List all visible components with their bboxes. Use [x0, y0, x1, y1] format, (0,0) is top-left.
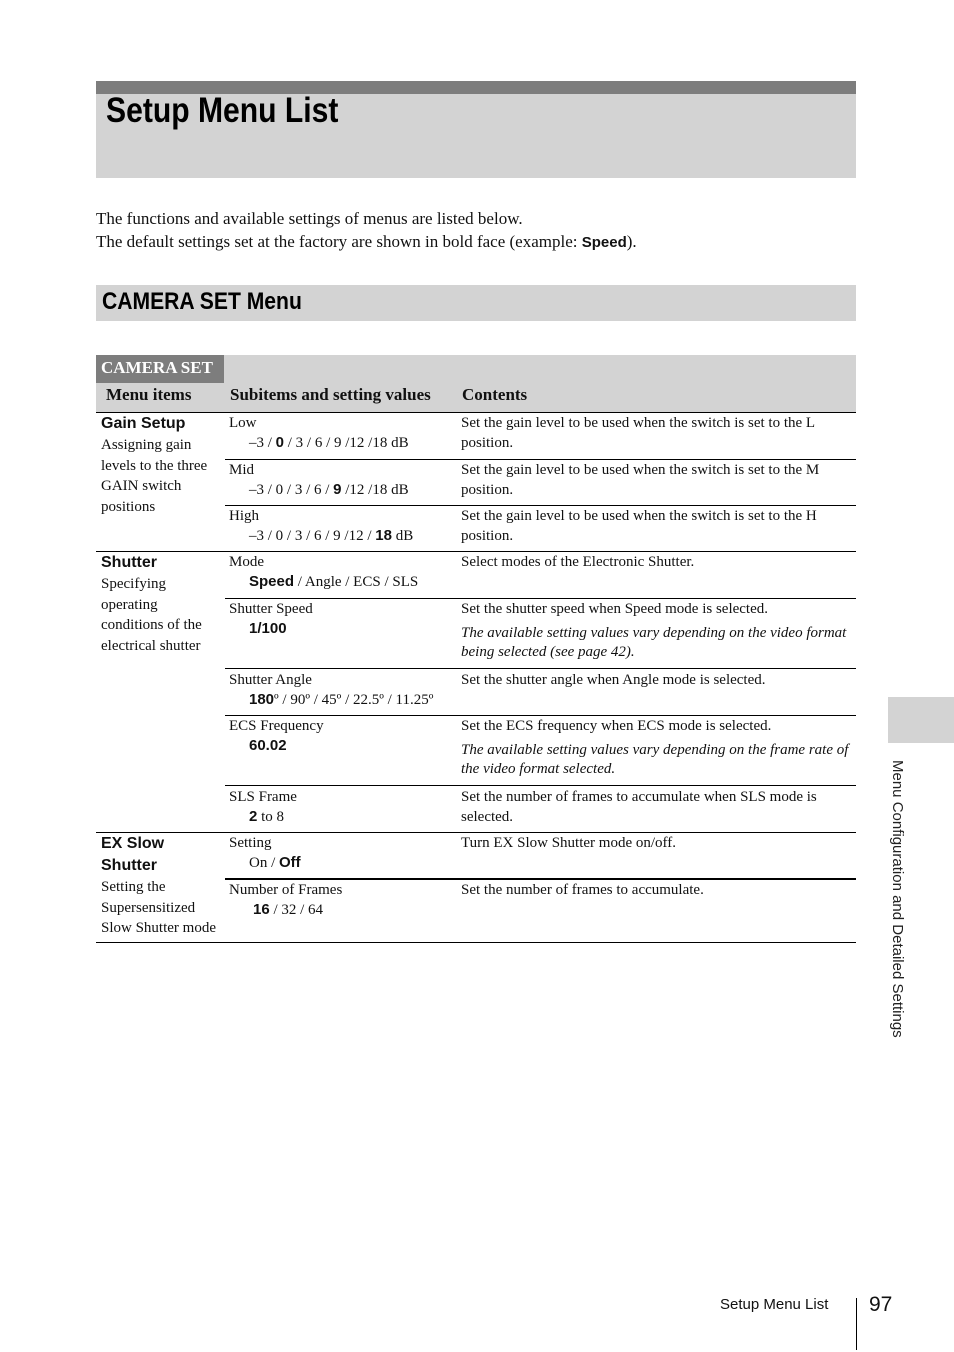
- page-title: Setup Menu List: [106, 91, 339, 130]
- subitem-shutter-angle-name: Shutter Angle: [229, 672, 312, 688]
- subitem-frames: [229, 880, 454, 920]
- subitem-sls-name: SLS Frame: [229, 789, 297, 805]
- subitem-setting-name: Setting: [229, 835, 272, 851]
- content-sls: Set the number of frames to accumulate when SLS mode is selected.: [461, 789, 817, 825]
- subitem-setting: [229, 833, 454, 873]
- low-values-pre: –3 /: [249, 435, 276, 451]
- intro-line-2-start: The default settings set at the factory are shown in bold face (example:: [96, 232, 582, 251]
- subitem-ecs: [229, 716, 454, 756]
- footer-divider: [856, 1298, 857, 1350]
- subitem-shutter-speed-values: [229, 619, 454, 639]
- frames-values-post: / 32 / 64: [269, 902, 324, 918]
- menu-item-shutter: [101, 552, 219, 656]
- menu-item-exslow: [101, 833, 224, 939]
- content-setting: Turn EX Slow Shutter mode on/off.: [461, 835, 677, 851]
- content-ecs-note: The available setting values vary depending on the frame rate of the video format selected.: [461, 742, 849, 777]
- subitem-mode: [229, 552, 454, 592]
- menu-item-gain: [101, 413, 223, 517]
- item-title-shutter: Shutter: [101, 554, 157, 571]
- footer-section-label: Setup Menu List: [720, 1296, 829, 1313]
- content-frames: Set the number of frames to accumulate.: [461, 882, 704, 898]
- high-values-post: dB: [391, 528, 414, 544]
- subitem-mid-values: [229, 480, 454, 500]
- rule-ecs: [225, 785, 856, 786]
- high-values-pre: –3 / 0 / 3 / 6 / 9 /12 /: [249, 528, 376, 544]
- chapter-tab: [888, 697, 954, 743]
- intro-text: [96, 207, 637, 254]
- intro-bold-example: Speed: [581, 234, 627, 251]
- item-desc-exslow: Setting the Supersensitized Slow Shutter mode: [101, 879, 216, 936]
- mid-default: 9: [333, 481, 342, 498]
- item-desc-shutter: Specifying operating conditions of the electrical shutter: [101, 576, 202, 654]
- sls-default: 2: [249, 808, 258, 825]
- subitem-shutter-speed-name: Shutter Speed: [229, 601, 313, 617]
- mid-values-post: /12 /18 dB: [341, 482, 409, 498]
- content-ecs-main: Set the ECS frequency when ECS mode is selected.: [461, 718, 772, 734]
- mode-values-post: / Angle / ECS / SLS: [294, 574, 419, 590]
- header-subitems: Subitems and setting values: [230, 385, 431, 404]
- intro-line-2-end: ).: [626, 232, 637, 251]
- high-default: 18: [375, 527, 392, 544]
- shutter-angle-values-post: º / 90º / 45º / 22.5º / 11.25º: [274, 692, 434, 708]
- subitem-ecs-name: ECS Frequency: [229, 718, 324, 734]
- sls-values-post: to 8: [257, 809, 285, 825]
- section-band: [96, 285, 856, 321]
- setting-values-pre: On /: [249, 855, 279, 871]
- title-band: [96, 81, 856, 178]
- content-shutter-speed-main: Set the shutter speed when Speed mode is selected.: [461, 601, 769, 617]
- subitem-high-values: [229, 526, 454, 546]
- rule-table-end: [96, 942, 856, 943]
- section-title: CAMERA SET Menu: [102, 288, 302, 315]
- subitem-setting-values: [229, 853, 454, 873]
- subitem-shutter-angle-values: [229, 690, 454, 710]
- table-tag: CAMERA SET: [96, 355, 224, 383]
- intro-line-2: [96, 230, 637, 254]
- subitem-shutter-angle: [229, 670, 454, 710]
- content-ecs: [461, 716, 855, 779]
- subitem-mid: [229, 460, 454, 500]
- content-mode: Select modes of the Electronic Shutter.: [461, 554, 695, 570]
- item-title-exslow-2: Shutter: [101, 857, 157, 874]
- low-default: 0: [275, 434, 285, 451]
- content-high: Set the gain level to be used when the switch is set to the H position.: [461, 508, 817, 544]
- header-menu-items: Menu items: [106, 385, 192, 404]
- frames-default: 16: [253, 901, 270, 918]
- mode-default: Speed: [249, 573, 295, 590]
- low-values-post: / 3 / 6 / 9 /12 /18 dB: [284, 435, 409, 451]
- subitem-shutter-speed: [229, 599, 454, 639]
- content-shutter-speed: [461, 599, 855, 662]
- subitem-sls: [229, 787, 454, 827]
- subitem-frames-name: Number of Frames: [229, 882, 343, 898]
- item-title-exslow-1: EX Slow: [101, 835, 165, 852]
- subitem-low-values: [229, 433, 454, 453]
- subitem-frames-values: [229, 900, 454, 920]
- subitem-low: [229, 413, 454, 453]
- item-desc-gain: Assigning gain levels to the three GAIN switch positions: [101, 437, 208, 515]
- ecs-default: 60.02: [249, 737, 287, 754]
- subitem-sls-values: [229, 807, 454, 827]
- mid-values-pre: –3 / 0 / 3 / 6 /: [249, 482, 334, 498]
- subitem-mid-name: Mid: [229, 462, 255, 478]
- shutter-speed-default: 1/100: [249, 620, 287, 637]
- header-contents: Contents: [462, 385, 528, 404]
- subitem-mode-values: [229, 572, 454, 592]
- subitem-high: [229, 506, 454, 546]
- subitem-ecs-values: [229, 736, 454, 756]
- content-shutter-speed-note: The available setting values vary depending on the video format being selected (see page 42).: [461, 625, 847, 660]
- setting-default: Off: [279, 854, 301, 871]
- rule-shutter-speed: [225, 668, 856, 669]
- content-low: Set the gain level to be used when the switch is set to the L position.: [461, 415, 815, 451]
- subitem-mode-name: Mode: [229, 554, 264, 570]
- content-shutter-angle: Set the shutter angle when Angle mode is selected.: [461, 672, 766, 688]
- page-number: 97: [869, 1293, 893, 1316]
- content-mid: Set the gain level to be used when the switch is set to the M position.: [461, 462, 820, 498]
- subitem-low-name: Low: [229, 415, 257, 431]
- subitem-high-name: High: [229, 508, 259, 524]
- chapter-label: Menu Configuration and Detailed Settings: [889, 760, 906, 1038]
- intro-line-1: The functions and available settings of menus are listed below.: [96, 209, 523, 228]
- item-title-gain: Gain Setup: [101, 415, 186, 432]
- shutter-angle-default: 180: [249, 691, 275, 708]
